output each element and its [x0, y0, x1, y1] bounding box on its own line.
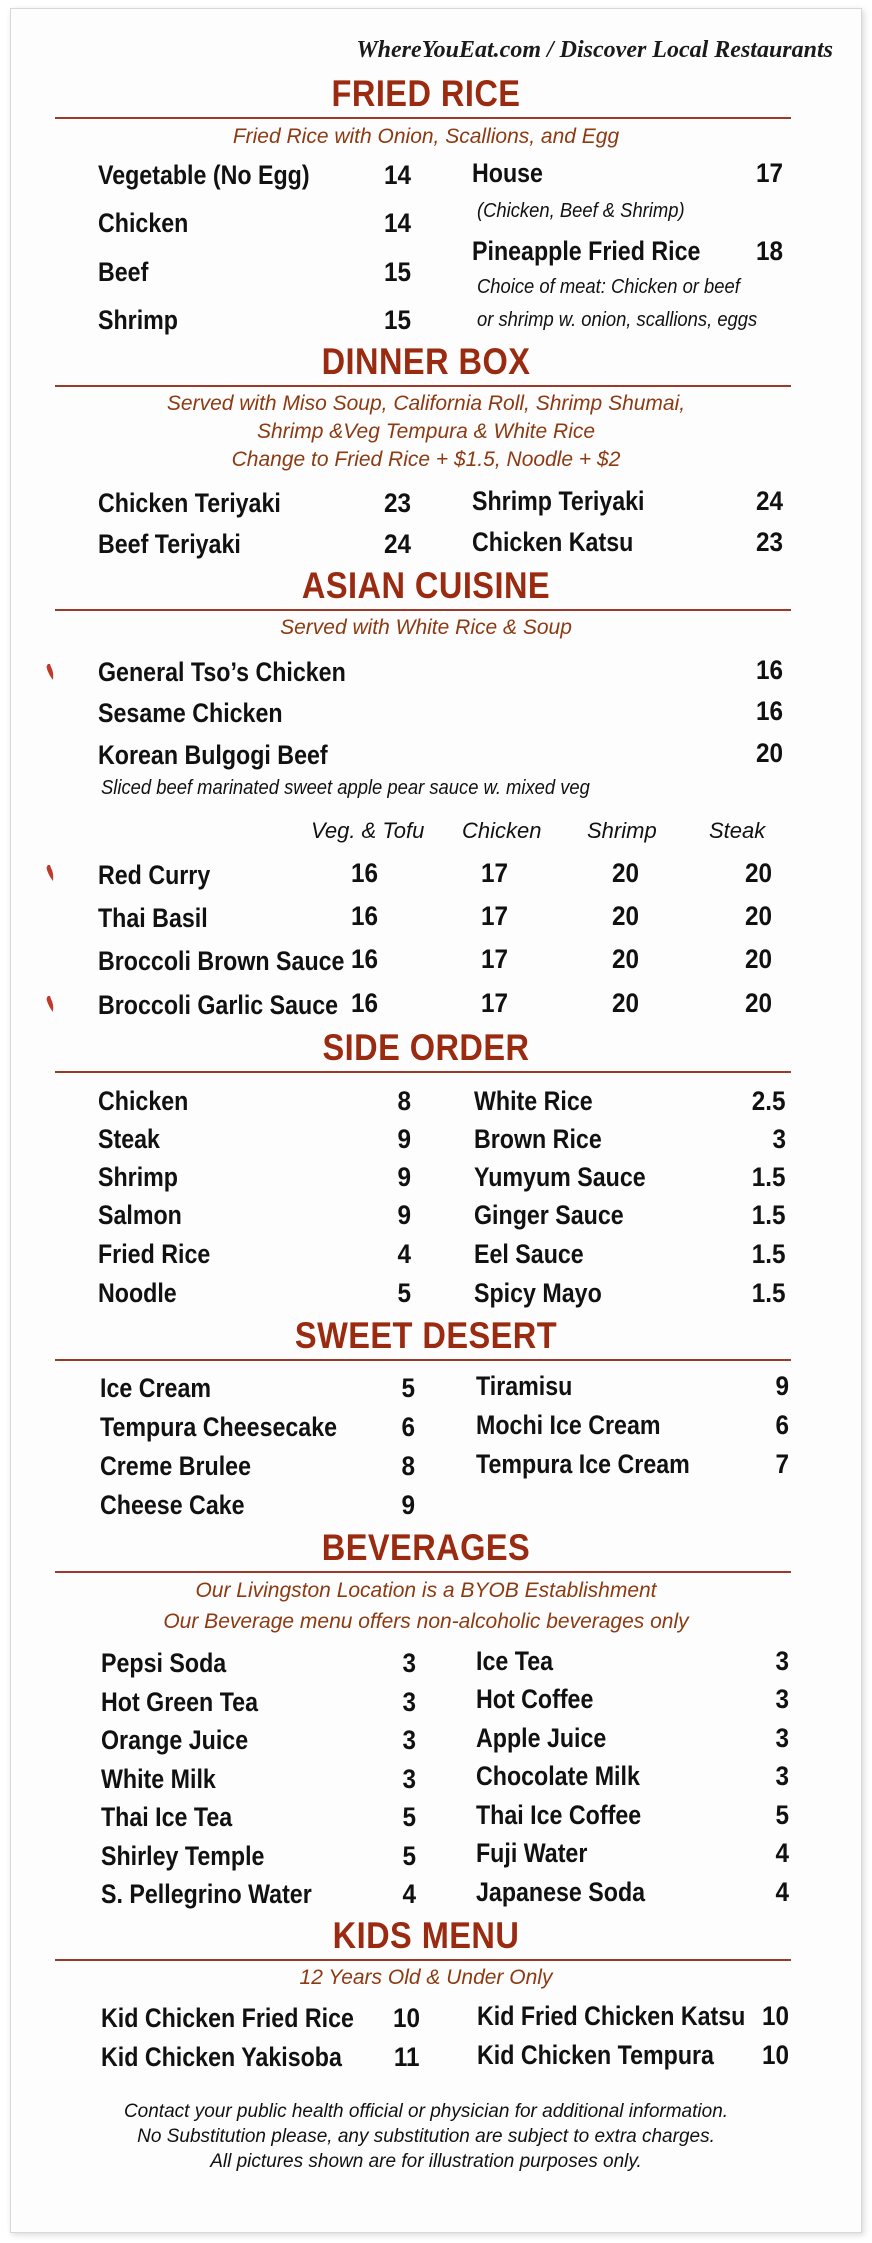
fried-rice-subtitle: Fried Rice with Onion, Scallions, and Egg — [232, 125, 620, 148]
kids-title: KIDS MENU — [332, 1915, 520, 1956]
beverage-price: 4 — [402, 1879, 416, 1909]
asian-grid-price: 17 — [480, 944, 508, 974]
dessert-item: Cheese Cake — [100, 1490, 245, 1520]
dinner-box-rule — [55, 385, 791, 387]
side-price: 9 — [397, 1124, 411, 1154]
asian-item: Korean Bulgogi Beef — [98, 740, 328, 770]
kids-price: 10 — [761, 2001, 789, 2031]
side-item: Steak — [98, 1124, 160, 1154]
dinner-box-subtitle: Change to Fried Rice + $1.5, Noodle + $2 — [231, 448, 621, 471]
fried-rice-item: Beef — [98, 257, 149, 287]
bulgogi-note: Sliced beef marinated sweet apple pear sauce w. mixed veg — [101, 777, 590, 799]
side-item: Brown Rice — [474, 1124, 602, 1154]
side-item: Salmon — [98, 1200, 182, 1230]
dessert-price: 7 — [775, 1449, 789, 1479]
side-price: 2.5 — [752, 1086, 786, 1116]
beverage-item: S. Pellegrino Water — [101, 1879, 312, 1909]
beverage-price: 3 — [402, 1687, 416, 1717]
asian-grid-price: 20 — [744, 858, 772, 888]
site-brand: WhereYouEat.com / Discover Local Restaurants — [356, 37, 833, 63]
fried-rice-pineapple: Pineapple Fried Rice — [472, 236, 701, 266]
beverage-item: Chocolate Milk — [476, 1761, 640, 1791]
dessert-item: Tempura Cheesecake — [100, 1412, 338, 1442]
side-item: Eel Sauce — [474, 1239, 584, 1269]
fried-rice-house-price: 17 — [755, 158, 783, 188]
beverage-item: White Milk — [101, 1764, 216, 1794]
side-item: Shrimp — [98, 1162, 178, 1192]
asian-grid-price: 20 — [611, 858, 639, 888]
fried-rice-price: 15 — [383, 305, 411, 335]
kids-price: 11 — [394, 2042, 420, 2072]
asian-price: 20 — [755, 738, 783, 768]
fried-rice-pineapple-note: or shrimp w. onion, scallions, eggs — [477, 309, 758, 331]
side-order-rule — [55, 1071, 791, 1073]
kids-item: Kid Fried Chicken Katsu — [477, 2001, 746, 2031]
asian-grid-price: 17 — [480, 858, 508, 888]
dessert-price: 9 — [401, 1490, 415, 1520]
beverage-item: Apple Juice — [476, 1723, 607, 1753]
beverages-subtitle: Our Beverage menu offers non-alcoholic beverages only — [163, 1610, 689, 1633]
side-price: 3 — [772, 1124, 786, 1154]
dinner-box-item: Chicken Katsu — [472, 527, 634, 557]
beverage-item: Thai Ice Tea — [101, 1802, 233, 1832]
asian-rule — [55, 609, 791, 611]
dinner-box-title: DINNER BOX — [321, 341, 531, 382]
kids-rule — [55, 1959, 791, 1961]
dessert-item: Mochi Ice Cream — [476, 1410, 661, 1440]
kids-item: Kid Chicken Tempura — [477, 2040, 714, 2070]
fried-rice-price: 14 — [383, 208, 411, 238]
side-item: Ginger Sauce — [474, 1200, 624, 1230]
beverage-item: Japanese Soda — [476, 1877, 646, 1907]
fried-rice-item: Shrimp — [98, 305, 178, 335]
fried-rice-house-note: (Chicken, Beef & Shrimp) — [477, 200, 685, 222]
dinner-box-subtitle: Served with Miso Soup, California Roll, Shrimp Shumai, — [166, 392, 686, 415]
column-header: Steak — [709, 818, 766, 843]
beverages-subtitle: Our Livingston Location is a BYOB Establishment — [195, 1579, 657, 1602]
beverage-price: 3 — [775, 1684, 789, 1714]
beverage-item: Fuji Water — [476, 1838, 588, 1868]
asian-grid-price: 20 — [611, 901, 639, 931]
beverage-price: 5 — [402, 1841, 416, 1871]
menu-page — [10, 8, 862, 2233]
beverages-rule — [55, 1571, 791, 1573]
asian-grid-price: 16 — [350, 944, 378, 974]
column-header: Chicken — [462, 818, 542, 843]
dessert-rule — [55, 1359, 791, 1361]
side-order-title: SIDE ORDER — [322, 1027, 530, 1068]
beverage-price: 3 — [775, 1761, 789, 1791]
dessert-price: 5 — [401, 1373, 415, 1403]
side-price: 1.5 — [752, 1162, 786, 1192]
asian-grid-price: 17 — [480, 988, 508, 1018]
dinner-box-price: 24 — [383, 529, 411, 559]
beverage-price: 4 — [775, 1838, 789, 1868]
dinner-box-price: 23 — [383, 488, 411, 518]
dinner-box-item: Chicken Teriyaki — [98, 488, 281, 518]
beverage-item: Hot Coffee — [476, 1684, 594, 1714]
asian-item: General Tso’s Chicken — [98, 657, 346, 687]
side-item: Spicy Mayo — [474, 1278, 602, 1308]
side-price: 1.5 — [752, 1278, 786, 1308]
side-price: 9 — [397, 1162, 411, 1192]
chili-icon — [45, 995, 55, 1013]
asian-grid-price: 16 — [350, 858, 378, 888]
fried-rice-price: 15 — [383, 257, 411, 287]
fried-rice-title: FRIED RICE — [331, 73, 521, 114]
asian-grid-price: 20 — [744, 944, 772, 974]
beverage-item: Thai Ice Coffee — [476, 1800, 642, 1830]
side-item: Noodle — [98, 1278, 177, 1308]
beverage-price: 5 — [775, 1800, 789, 1830]
asian-grid-price: 16 — [350, 901, 378, 931]
side-item: Fried Rice — [98, 1239, 211, 1269]
asian-item: Sesame Chicken — [98, 698, 283, 728]
dessert-price: 6 — [775, 1410, 789, 1440]
beverage-item: Shirley Temple — [101, 1841, 265, 1871]
dessert-item: Tiramisu — [476, 1371, 573, 1401]
column-header: Veg. & Tofu — [311, 818, 425, 843]
asian-grid-item: Broccoli Brown Sauce — [98, 946, 345, 976]
fried-rice-rule — [55, 117, 791, 119]
asian-grid-item: Red Curry — [98, 860, 211, 890]
side-price: 8 — [397, 1086, 411, 1116]
dinner-box-price: 23 — [755, 527, 783, 557]
footer-note: All pictures shown are for illustration purposes only. — [210, 2151, 642, 2172]
side-price: 5 — [397, 1278, 411, 1308]
beverage-price: 5 — [402, 1802, 416, 1832]
asian-grid-price: 20 — [744, 901, 772, 931]
beverage-price: 4 — [775, 1877, 789, 1907]
asian-grid-price: 17 — [480, 901, 508, 931]
beverage-price: 3 — [775, 1723, 789, 1753]
beverage-price: 3 — [402, 1764, 416, 1794]
dinner-box-subtitle: Shrimp &Veg Tempura & White Rice — [256, 420, 596, 443]
dessert-title: SWEET DESERT — [294, 1315, 558, 1356]
side-price: 4 — [397, 1239, 411, 1269]
column-header: Shrimp — [587, 818, 657, 843]
chili-icon — [45, 663, 55, 681]
side-item: White Rice — [474, 1086, 593, 1116]
beverages-title: BEVERAGES — [321, 1527, 531, 1568]
beverage-item: Ice Tea — [476, 1646, 554, 1676]
asian-grid-price: 16 — [350, 988, 378, 1018]
kids-price: 10 — [761, 2040, 789, 2070]
asian-price: 16 — [755, 655, 783, 685]
side-item: Chicken — [98, 1086, 189, 1116]
fried-rice-pineapple-note: Choice of meat: Chicken or beef — [477, 276, 740, 298]
asian-grid-item: Thai Basil — [98, 903, 208, 933]
asian-title: ASIAN CUISINE — [301, 565, 551, 606]
fried-rice-price: 14 — [383, 160, 411, 190]
kids-price: 10 — [392, 2003, 420, 2033]
beverage-price: 3 — [402, 1725, 416, 1755]
beverage-item: Hot Green Tea — [101, 1687, 258, 1717]
asian-grid-item: Broccoli Garlic Sauce — [98, 990, 339, 1020]
footer-note: Contact your public health official or physician for additional information. — [123, 2101, 729, 2122]
fried-rice-item: Vegetable (No Egg) — [98, 160, 310, 190]
side-price: 1.5 — [752, 1239, 786, 1269]
kids-subtitle: 12 Years Old & Under Only — [299, 1966, 553, 1989]
side-price: 1.5 — [752, 1200, 786, 1230]
beverage-price: 3 — [775, 1646, 789, 1676]
asian-grid-price: 20 — [744, 988, 772, 1018]
asian-grid-price: 20 — [611, 944, 639, 974]
kids-item: Kid Chicken Yakisoba — [101, 2042, 342, 2072]
fried-rice-house: House — [472, 158, 543, 188]
side-price: 9 — [397, 1200, 411, 1230]
asian-subtitle: Served with White Rice & Soup — [280, 616, 572, 639]
asian-grid-price: 20 — [611, 988, 639, 1018]
dessert-item: Tempura Ice Cream — [476, 1449, 690, 1479]
dinner-box-item: Shrimp Teriyaki — [472, 486, 645, 516]
fried-rice-pineapple-price: 18 — [755, 236, 783, 266]
dessert-price: 9 — [775, 1371, 789, 1401]
dessert-item: Creme Brulee — [100, 1451, 252, 1481]
beverage-price: 3 — [402, 1648, 416, 1678]
side-item: Yumyum Sauce — [474, 1162, 646, 1192]
chili-icon — [45, 864, 55, 882]
beverage-item: Pepsi Soda — [101, 1648, 227, 1678]
footer-note: No Substitution please, any substitution are subject to extra charges. — [137, 2126, 715, 2147]
dinner-box-price: 24 — [755, 486, 783, 516]
dessert-price: 6 — [401, 1412, 415, 1442]
fried-rice-item: Chicken — [98, 208, 189, 238]
kids-item: Kid Chicken Fried Rice — [101, 2003, 354, 2033]
dessert-price: 8 — [401, 1451, 415, 1481]
dessert-item: Ice Cream — [100, 1373, 212, 1403]
beverage-item: Orange Juice — [101, 1725, 249, 1755]
dinner-box-item: Beef Teriyaki — [98, 529, 241, 559]
asian-price: 16 — [755, 696, 783, 726]
